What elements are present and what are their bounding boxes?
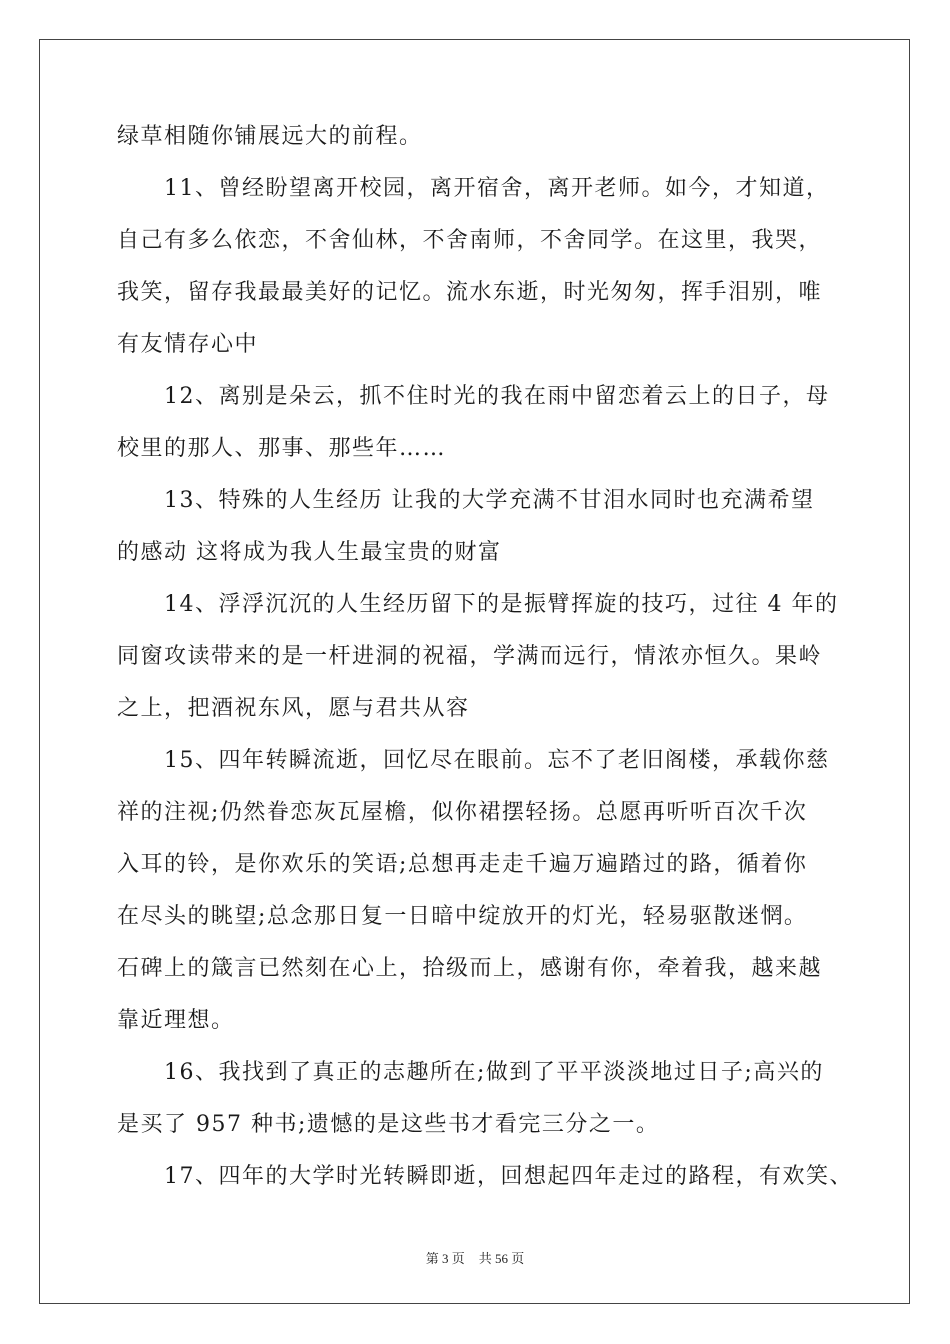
text-line: 有友情存心中 [117,332,259,357]
page-total: 共 56 页 [478,1251,525,1266]
text-line: 祥的注视;仍然眷恋灰瓦屋檐，似你裙摆轻扬。总愿再听听百次千次 [117,800,808,825]
text-line: 校里的那人、那事、那些年…… [117,436,447,461]
text-line: 自己有多么依恋，不舍仙林，不舍南师，不舍同学。在这里，我哭， [117,228,823,253]
text-line: 绿草相随你铺展远大的前程。 [117,124,423,149]
text-line: 15、四年转瞬流逝，回忆尽在眼前。忘不了老旧阁楼，承载你慈 [164,748,830,773]
page-footer [0,1248,950,1267]
text-line: 16、我找到了真正的志趣所在;做到了平平淡淡地过日子;高兴的 [164,1060,824,1085]
text-line: 我笑，留存我最最美好的记忆。流水东逝，时光匆匆，挥手泪别，唯 [117,280,823,305]
text-line: 13、特殊的人生经历 让我的大学充满不甘泪水同时也充满希望 [164,488,815,513]
text-line: 在尽头的眺望;总念那日复一日暗中绽放开的灯光，轻易驱散迷惘。 [117,904,808,929]
text-line: 是买了 957 种书;遗憾的是这些书才看完三分之一。 [117,1112,660,1137]
text-line: 石碑上的箴言已然刻在心上，拾级而上，感谢有你，牵着我，越来越 [117,956,823,981]
text-line: 靠近理想。 [117,1008,235,1033]
text-line: 的感动 这将成为我人生最宝贵的财富 [117,540,502,565]
text-line: 12、离别是朵云，抓不住时光的我在雨中留恋着云上的日子，母 [164,384,830,409]
text-line: 入耳的铃，是你欢乐的笑语;总想再走走千遍万遍踏过的路，循着你 [117,852,808,877]
page-number: 第 3 页 [425,1251,465,1266]
text-line: 14、浮浮沉沉的人生经历留下的是振臂挥旋的技巧，过往 4 年的 [164,592,839,617]
text-line: 17、四年的大学时光转瞬即逝，回想起四年走过的路程，有欢笑、 [164,1164,853,1189]
text-line: 同窗攻读带来的是一杆进洞的祝福，学满而远行，情浓亦恒久。果岭 [117,644,823,669]
text-line: 之上，把酒祝东风，愿与君共从容 [117,696,470,721]
text-line: 11、曾经盼望离开校园，离开宿舍，离开老师。如今，才知道， [164,176,830,201]
